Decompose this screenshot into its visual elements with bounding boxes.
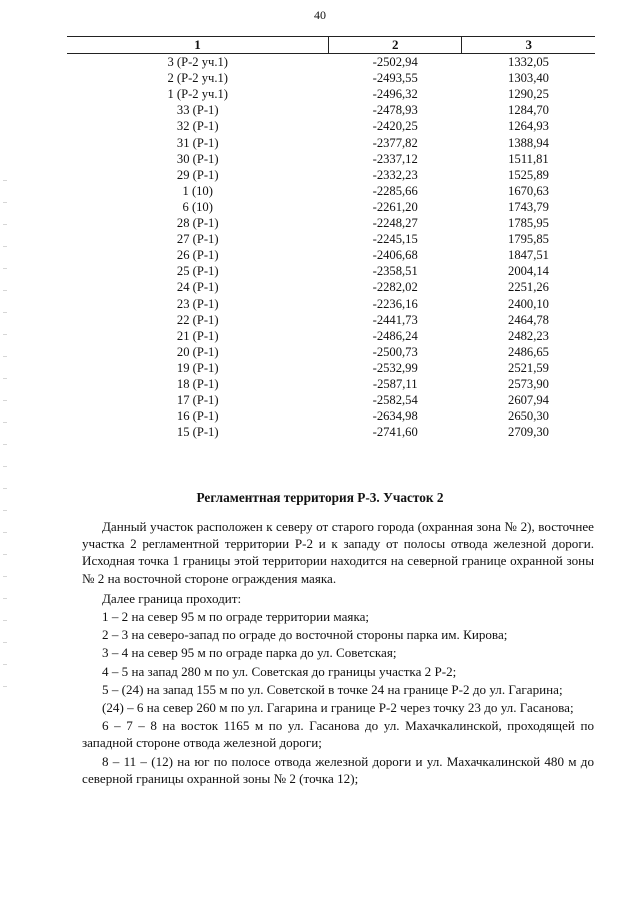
boundary-lead: Далее граница проходит:	[102, 590, 242, 606]
cell-y: 1332,05	[508, 55, 549, 70]
cell-point: 1 (Р-2 уч.1)	[167, 87, 228, 102]
table-row	[67, 344, 595, 360]
column-header-y: 3	[462, 37, 595, 54]
boundary-item: 8 – 11 – (12) на юг по полосе отвода железной дороги и ул. Махачкалинской 480 м до северной границы охранной зоны № 2 (точка 12);	[82, 753, 594, 786]
cell-point: 22 (Р-1)	[176, 312, 219, 327]
cell-x: -2245,15	[372, 232, 418, 247]
cell-y: 1743,79	[508, 199, 549, 214]
table-row	[67, 54, 595, 71]
column-header-x: 2	[328, 37, 462, 54]
cell-x: -2502,94	[372, 55, 418, 70]
cell-point: 29 (Р-1)	[176, 167, 219, 182]
cell-y: 1290,25	[508, 87, 549, 102]
cell-x: -2496,32	[372, 87, 418, 102]
table-row	[67, 312, 595, 328]
cell-x: -2634,98	[372, 409, 418, 424]
table-row	[67, 376, 595, 392]
cell-x: -2420,25	[372, 119, 418, 134]
cell-x: -2358,51	[372, 264, 418, 279]
cell-y: 2004,14	[508, 264, 549, 279]
coordinates-table	[67, 36, 595, 440]
table-row	[67, 135, 595, 151]
cell-y: 2400,10	[508, 296, 549, 311]
cell-x: -2486,24	[372, 328, 418, 343]
intro-paragraph: Данный участок расположен к северу от старого города (охранная зона № 2), восточнее участка 2 регламентной территории Р-2 и к западу от полосы отвода железной дороги. Исходная точка 1 границы этой территории находится на северной границе охранной зоны № 2 на восточной стороне ограждения маяка.	[82, 519, 594, 586]
table-row	[67, 263, 595, 279]
cell-x: -2493,55	[372, 71, 418, 86]
cell-point: 19 (Р-1)	[176, 360, 219, 375]
cell-y: 2607,94	[508, 393, 549, 408]
cell-point: 18 (Р-1)	[176, 376, 219, 391]
cell-x: -2582,54	[372, 393, 418, 408]
cell-x: -2500,73	[372, 344, 418, 359]
cell-y: 2251,26	[508, 280, 549, 295]
cell-point: 26 (Р-1)	[176, 248, 219, 263]
table-row	[67, 183, 595, 199]
cell-y: 2709,30	[508, 425, 549, 440]
table-header-row	[67, 37, 595, 54]
cell-x: -2406,68	[372, 248, 418, 263]
table-row	[67, 151, 595, 167]
section-heading: Регламентная территория Р-3. Участок 2	[196, 490, 444, 505]
cell-x: -2236,16	[372, 296, 418, 311]
table-row	[67, 70, 595, 86]
table-row	[67, 408, 595, 424]
cell-point: 6 (10)	[182, 199, 213, 214]
cell-x: -2587,11	[372, 376, 418, 391]
cell-x: -2478,93	[372, 103, 418, 118]
boundary-item: 2 – 3 на северо-запад по ограде до восточной стороны парка им. Кирова;	[102, 627, 508, 643]
table-row	[67, 328, 595, 344]
cell-point: 2 (Р-2 уч.1)	[167, 71, 228, 86]
boundary-item: 4 – 5 на запад 280 м по ул. Советская до границы участка 2 Р-2;	[102, 663, 457, 679]
cell-y: 2521,59	[508, 360, 549, 375]
table-row	[67, 102, 595, 118]
cell-x: -2741,60	[372, 425, 418, 440]
cell-point: 30 (Р-1)	[176, 151, 219, 166]
cell-y: 2573,90	[508, 376, 549, 391]
cell-y: 1670,63	[508, 183, 549, 198]
table-row	[67, 167, 595, 183]
cell-point: 33 (Р-1)	[176, 103, 219, 118]
table-row	[67, 199, 595, 215]
table-row	[67, 231, 595, 247]
cell-y: 2650,30	[508, 409, 549, 424]
cell-point: 20 (Р-1)	[176, 344, 219, 359]
page-number: 40	[314, 8, 326, 22]
cell-y: 1525,89	[508, 167, 549, 182]
boundary-item: 6 – 7 – 8 на восток 1165 м по ул. Гасанова до ул. Махачкалинской, проходящей по западной стороне отвода железной дороги;	[82, 718, 594, 751]
cell-point: 1 (10)	[182, 183, 213, 198]
table-row	[67, 392, 595, 408]
cell-point: 3 (Р-2 уч.1)	[167, 55, 228, 70]
boundary-item: 1 – 2 на север 95 м по ограде территории маяка;	[102, 609, 370, 625]
table-row	[67, 296, 595, 312]
cell-point: 28 (Р-1)	[176, 216, 219, 231]
cell-y: 1303,40	[508, 71, 549, 86]
cell-point: 24 (Р-1)	[176, 280, 219, 295]
cell-y: 2482,23	[508, 328, 549, 343]
cell-point: 31 (Р-1)	[176, 135, 219, 150]
cell-x: -2282,02	[372, 280, 418, 295]
cell-y: 1795,85	[508, 232, 549, 247]
cell-y: 1847,51	[508, 248, 549, 263]
cell-x: -2532,99	[372, 360, 418, 375]
cell-y: 1264,93	[508, 119, 549, 134]
cell-point: 16 (Р-1)	[176, 409, 219, 424]
cell-x: -2377,82	[372, 135, 418, 150]
cell-y: 1785,95	[508, 216, 549, 231]
cell-point: 21 (Р-1)	[176, 328, 219, 343]
table-row	[67, 215, 595, 231]
table-row	[67, 360, 595, 376]
boundary-item: 5 – (24) на запад 155 м по ул. Советской в точке 24 на границе Р-2 до ул. Гагарина;	[102, 681, 563, 697]
cell-y: 1284,70	[508, 103, 549, 118]
scan-margin-marks	[3, 180, 7, 700]
cell-y: 2486,65	[508, 344, 549, 359]
cell-point: 15 (Р-1)	[176, 425, 219, 440]
table-row	[67, 86, 595, 102]
cell-point: 27 (Р-1)	[176, 232, 219, 247]
cell-point: 25 (Р-1)	[176, 264, 219, 279]
cell-x: -2248,27	[372, 216, 418, 231]
cell-x: -2441,73	[372, 312, 418, 327]
section-body	[82, 518, 594, 787]
table-row	[67, 118, 595, 134]
table-row	[67, 247, 595, 263]
cell-point: 23 (Р-1)	[176, 296, 219, 311]
column-header-point: 1	[67, 37, 328, 54]
cell-x: -2285,66	[372, 183, 418, 198]
cell-x: -2261,20	[372, 199, 418, 214]
table-row	[67, 424, 595, 440]
cell-x: -2332,23	[372, 167, 418, 182]
table-row	[67, 279, 595, 295]
boundary-item: (24) – 6 на север 260 м по ул. Гагарина и границе Р-2 через точку 23 до ул. Гасанова;	[102, 700, 574, 716]
boundary-item: 3 – 4 на север 95 м по ограде парка до ул. Советская;	[102, 645, 397, 661]
cell-x: -2337,12	[372, 151, 418, 166]
cell-point: 32 (Р-1)	[176, 119, 219, 134]
cell-point: 17 (Р-1)	[176, 393, 219, 408]
cell-y: 1388,94	[508, 135, 549, 150]
cell-y: 1511,81	[508, 151, 549, 166]
table-body	[67, 54, 595, 441]
cell-y: 2464,78	[508, 312, 549, 327]
